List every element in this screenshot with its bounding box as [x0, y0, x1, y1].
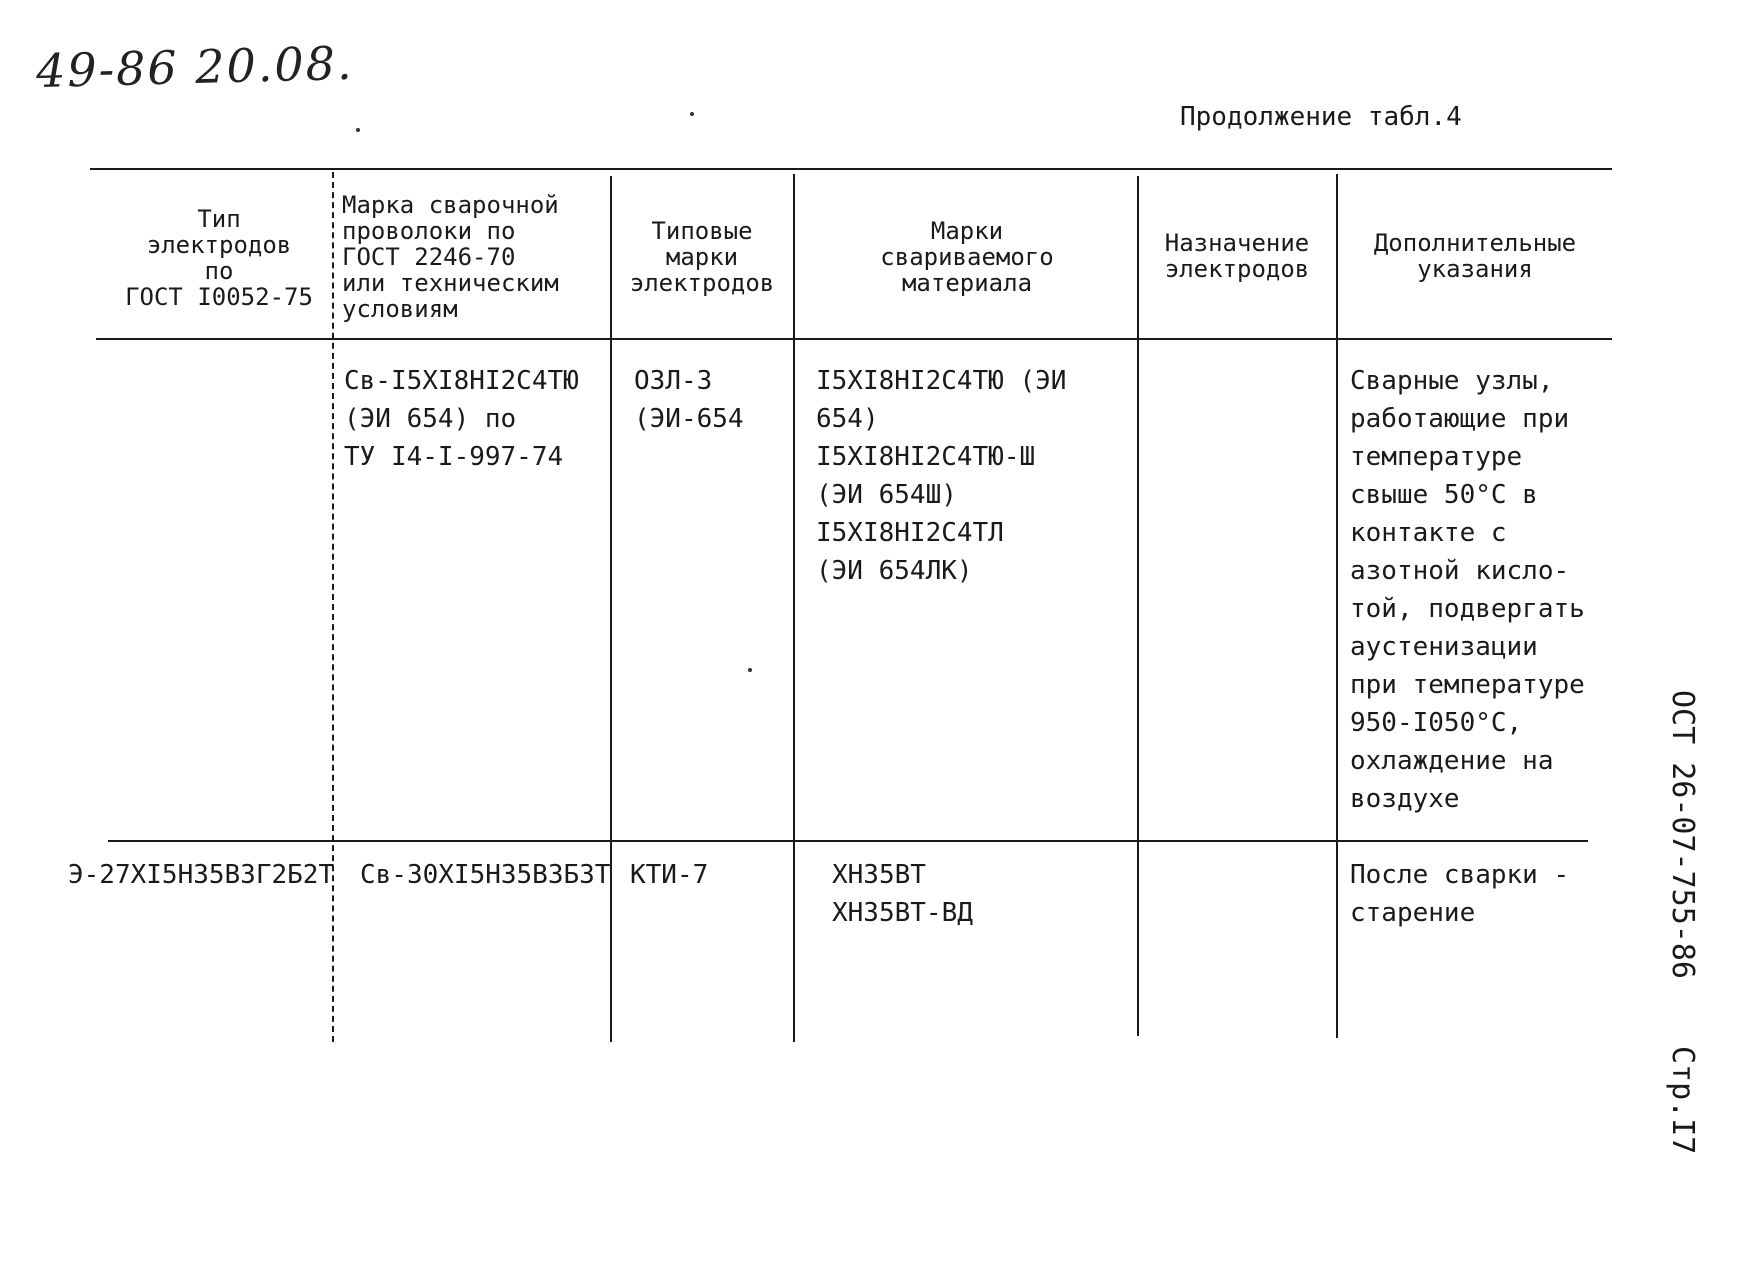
header-electrode-type: Тип электродов по ГОСТ I0052-75 [125, 205, 313, 311]
scan-speck [748, 668, 752, 672]
header-bottom-rule [96, 338, 1612, 340]
row1-electrodes: ОЗЛ-3 (ЭИ-654 [634, 366, 744, 434]
side-page-number: Стр.I7 [1665, 1046, 1700, 1155]
scan-speck [690, 112, 694, 116]
continuation-label: Продолжение табл.4 [1180, 102, 1462, 132]
column-divider-1 [332, 172, 334, 1042]
column-divider-2 [610, 176, 612, 1042]
row1-notes: Сварные узлы, работающие при температуре свыше 50°С в контакте с азотной кисло- той, подвергать аустенизации при температуре 950-I050°С, охлаждение на воздухе [1350, 366, 1585, 814]
row1-wire: Св-I5XI8HI2C4TЮ (ЭИ 654) по ТУ I4-I-997-74 [344, 366, 579, 472]
row2-wire: Св-30XI5H35B3Б3T [360, 860, 611, 890]
table-top-rule [90, 168, 1612, 170]
row-divider [108, 840, 1588, 842]
header-purpose: Назначение электродов [1164, 229, 1310, 283]
column-divider-4 [1137, 176, 1139, 1036]
header-material-grades: Марки свариваемого материала [880, 217, 1054, 297]
side-doc-number: ОСТ 26-07-755-86 [1665, 690, 1700, 979]
header-wire-grade: Марка сварочной проволоки по ГОСТ 2246-70 или техническим условиям [342, 191, 559, 323]
row2-electrodes: КТИ-7 [630, 860, 709, 890]
header-electrode-grades: Типовые марки электродов [629, 217, 775, 297]
row2-electrode-type: Э-27XI5H35B3Г2Б2T [68, 860, 335, 890]
column-divider-3 [793, 174, 795, 1042]
row1-material: I5XI8HI2C4TЮ (ЭИ 654) I5XI8HI2C4TЮ-Ш (ЭИ 654Ш) I5XI8HI2C4TЛ (ЭИ 654ЛК) [816, 366, 1067, 586]
row2-material: XH35BT XH35BT-ВД [832, 860, 973, 928]
scan-speck [356, 128, 360, 132]
row2-notes: После сварки - старение [1350, 860, 1570, 928]
column-divider-5 [1336, 174, 1338, 1038]
handwritten-note: 49-86 20.08. [35, 35, 355, 99]
header-notes: Дополнительные указания [1373, 229, 1577, 283]
